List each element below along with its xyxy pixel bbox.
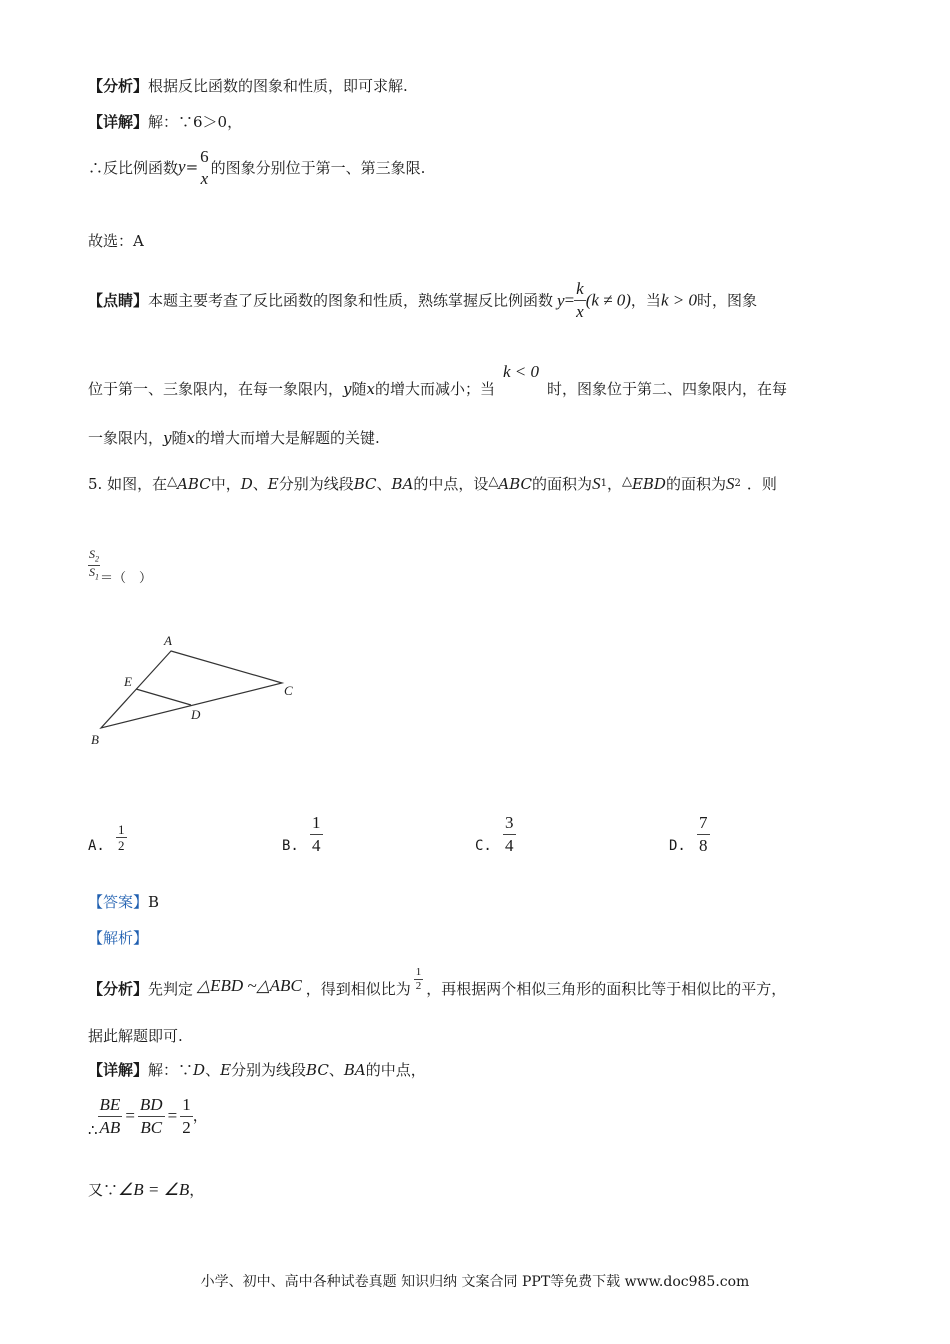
choice-text: 故选：A — [88, 232, 144, 250]
detail-tag-2: 【详解】 — [88, 1061, 149, 1079]
triangle-symbol: △ — [167, 474, 178, 489]
area-s2: S — [725, 474, 735, 493]
var-y: y — [163, 429, 172, 447]
label-a: A — [164, 633, 172, 648]
segment-bc: BC — [353, 475, 377, 493]
condition-k-positive: k > 0 — [660, 290, 697, 310]
remark-post: 时，图象 — [696, 291, 757, 310]
analysis2-post: ，再根据两个相似三角形的面积比等于相似比的平方， — [426, 979, 787, 998]
angle-expression: ∠B = ∠B — [118, 1180, 190, 1199]
equals: = — [564, 290, 575, 310]
choice-line — [88, 231, 144, 251]
q5-sep1: 、 — [252, 475, 268, 493]
option-a-label: A. — [88, 838, 105, 854]
point-e: E — [220, 1061, 232, 1079]
explanation-analysis — [88, 966, 787, 998]
ratio-one-half: $\frac{1}{2}$ — [415, 966, 422, 992]
equals: = — [167, 1105, 178, 1125]
explanation-heading — [88, 928, 148, 948]
point-d: D — [193, 1061, 206, 1079]
detail-tag: 【详解】 — [88, 113, 149, 131]
var-x: x — [366, 380, 375, 398]
fraction-bd-bc: $\frac{BD}{BC}$ — [139, 1095, 163, 1137]
option-a-fraction: $\frac{1}{2}$ — [118, 822, 125, 853]
triangle-symbol: △ — [488, 474, 499, 489]
analysis-line-1 — [88, 76, 408, 96]
label-b: B — [91, 732, 99, 747]
similarity-expression: △EBD ~△ABC — [197, 975, 302, 995]
fraction-k-over-x: $\frac{k}{x}$ — [576, 279, 584, 321]
page-footer: 小学、初中、高中各种试卷真题 知识归纳 文案合同 PPT等免费下载 www.doc985.com — [200, 1274, 750, 1290]
answer-tag: 【答案】 — [88, 893, 149, 911]
analysis2-pre: 先判定 — [148, 979, 194, 998]
conclusion-post: 的图象分别位于第一、第三象限. — [210, 159, 426, 177]
fraction-s2-over-s1: $\frac{S_2}{S_1}$ — [89, 547, 99, 582]
q5-mid6: 的面积为 — [665, 475, 726, 493]
equals: = — [185, 158, 199, 176]
fraction-one-half: $\frac{1}{2}$ — [182, 1095, 191, 1137]
detail-line-1 — [88, 112, 242, 132]
remark-text: 本题主要考查了反比函数的图象和性质，熟练掌握反比例函数 — [148, 291, 554, 310]
var-x: x — [186, 429, 195, 447]
analysis-text: 根据反比函数的图象和性质，即可求解. — [148, 77, 408, 95]
conclusion-line — [88, 146, 425, 190]
remark2-mid1: 随 — [351, 380, 367, 398]
q5-mid4: 的面积为 — [532, 475, 593, 493]
option-d-label: D. — [669, 838, 686, 854]
condition-k-nonzero: (k ≠ 0) — [585, 290, 631, 310]
triangle-abc: ABC — [498, 475, 533, 493]
comma: ， — [192, 1106, 208, 1125]
remark2-pre: 位于第一、三象限内，在每一象限内， — [88, 380, 344, 398]
option-d-fraction: $\frac{7}{8}$ — [699, 813, 708, 855]
option-c-fraction: $\frac{3}{4}$ — [505, 813, 514, 855]
q5-mid2: 分别为线段 — [278, 475, 354, 493]
q5-pre: 5. 如图，在 — [88, 475, 168, 493]
q5-post: ．则 — [746, 475, 777, 493]
question-5-ratio — [88, 548, 152, 584]
remark3-post: 的增大而增大是解题的关键. — [194, 429, 380, 447]
fraction-be-ab: $\frac{BE}{AB}$ — [99, 1095, 121, 1137]
angle-line — [88, 1180, 204, 1200]
ratio-equation — [88, 1094, 208, 1139]
q5-mid3: 的中点，设 — [413, 475, 489, 493]
remark-mid: ，当 — [630, 291, 661, 310]
detail2-sep: 、 — [205, 1061, 221, 1079]
point-d: D — [240, 475, 253, 493]
triangle-abc: ABC — [177, 475, 211, 493]
remark-line-2 — [88, 362, 788, 398]
remark-line-1 — [88, 278, 757, 323]
label-e: E — [124, 674, 132, 689]
detail2-sep2: 、 — [328, 1061, 344, 1079]
segment-ba: BA — [343, 1061, 366, 1079]
detail2-pre: 解：∵ — [148, 1061, 194, 1079]
angle-pre: 又∵ — [88, 1181, 119, 1199]
triangle-figure — [85, 628, 315, 753]
detail-text: 解：∵6＞0， — [148, 113, 243, 131]
q5-mid5: ， — [606, 475, 622, 493]
label-d: D — [191, 707, 201, 722]
explanation-tag: 【解析】 — [88, 929, 149, 947]
condition-k-negative: k < 0 — [503, 362, 540, 381]
answer-line — [88, 892, 159, 912]
question-5-stem — [88, 474, 777, 496]
fraction-6-over-x: 6 x — [200, 147, 209, 188]
analysis-tag: 【分析】 — [88, 77, 149, 95]
option-c-label: C. — [475, 838, 492, 854]
label-c: C — [284, 683, 293, 698]
s1-subscript: 1 — [600, 478, 607, 489]
analysis2-cont: 据此解题即可. — [88, 1027, 183, 1045]
remark3-pre: 一象限内， — [88, 429, 164, 447]
var-y: y — [557, 290, 565, 310]
segment-bc: BC — [306, 1061, 329, 1079]
area-s1: S — [592, 474, 601, 493]
explanation-detail — [88, 1060, 426, 1080]
remark3-mid: 随 — [171, 429, 187, 447]
detail2-post: 的中点， — [365, 1061, 426, 1079]
remark2-post: 时，图象位于第二、四象限内，在每 — [547, 380, 788, 398]
triangle-ebd: EBD — [631, 475, 666, 493]
analysis-tag-2: 【分析】 — [88, 979, 149, 998]
comma: ， — [189, 1181, 205, 1199]
therefore-symbol: ∴ — [88, 1120, 98, 1139]
equals: = — [125, 1105, 135, 1125]
q5-sep2: 、 — [376, 475, 392, 493]
explanation-analysis-cont — [88, 1026, 183, 1046]
q5-mid1: 中， — [210, 475, 241, 493]
point-e: E — [267, 475, 279, 493]
triangle-symbol: △ — [621, 474, 632, 489]
segment-ba: BA — [391, 475, 414, 493]
remark-tag: 【点睛】 — [88, 291, 149, 310]
var-y: y — [178, 157, 186, 176]
remark-line-3 — [88, 428, 380, 448]
conclusion-pre: ∴反比例函数 — [88, 159, 179, 177]
analysis2-mid: ，得到相似比为 — [305, 979, 411, 998]
detail2-mid: 分别为线段 — [231, 1061, 307, 1079]
answer-value: B — [148, 893, 160, 911]
var-y: y — [343, 380, 352, 398]
remark2-mid2: 的增大而减小；当 — [374, 380, 495, 398]
option-b-fraction: $\frac{1}{4}$ — [312, 813, 321, 855]
s2-subscript: 2 — [734, 478, 741, 489]
option-b-label: B. — [282, 838, 299, 854]
q5-blank: ＝（ ） — [100, 570, 153, 586]
